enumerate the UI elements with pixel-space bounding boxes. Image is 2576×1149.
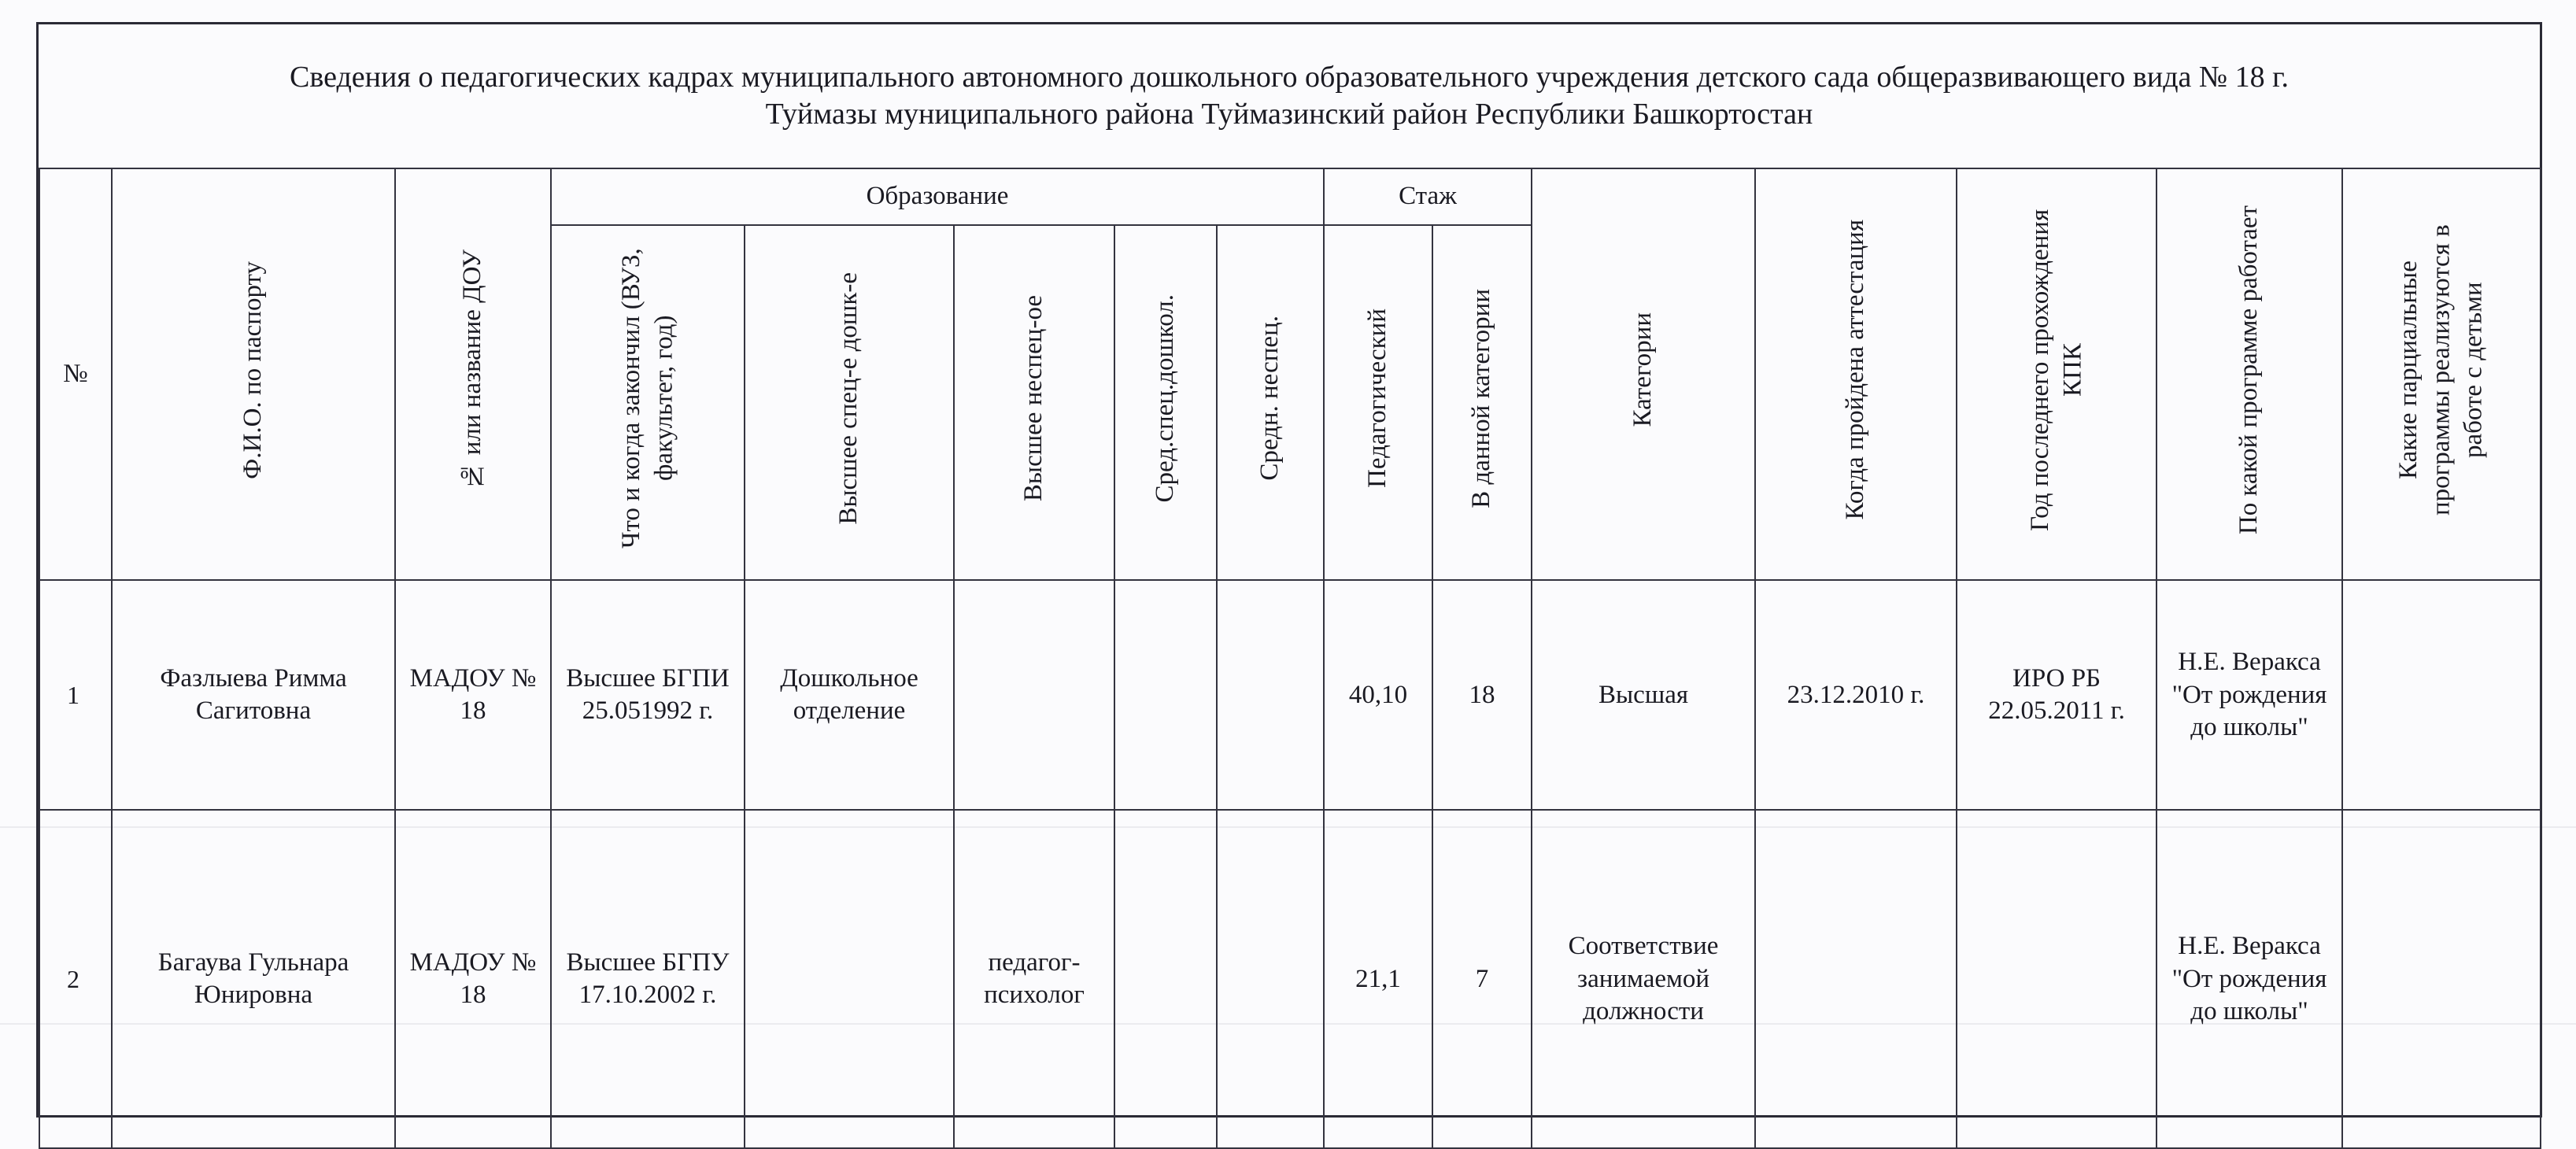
header-stazh-group: Стаж xyxy=(1324,168,1532,225)
header-in-category: В данной категории xyxy=(1432,225,1532,580)
header-education-group: Образование xyxy=(551,168,1324,225)
cell-fio: Багаува Гульнара Юнировна xyxy=(112,810,395,1148)
title-line-1: Сведения о педагогических кадрах муниципального автономного дошкольного образовательного учреждения детского сада общеразвивающего вида № 18 г. xyxy=(290,60,2289,94)
staff-table xyxy=(39,168,2541,1149)
header-category: Категории xyxy=(1532,168,1755,580)
header-attestation: Когда пройдена аттестация xyxy=(1755,168,1957,580)
header-dou: № или название ДОУ xyxy=(395,168,551,580)
header-edu-where: Что и когда закончил (ВУЗ, факультет, год) xyxy=(551,225,745,580)
cell-mid-spec xyxy=(1114,810,1217,1148)
cell-fio: Фазлыева Римма Сагитовна xyxy=(112,580,395,810)
cell-category: Высшая xyxy=(1532,580,1755,810)
cell-higher-nonspec xyxy=(954,580,1114,810)
cell-dou: МАДОУ № 18 xyxy=(395,580,551,810)
document-title xyxy=(39,24,2540,168)
header-program: По какой программе работает xyxy=(2157,168,2342,580)
table-row xyxy=(39,810,2541,1148)
cell-kpk xyxy=(1957,810,2157,1148)
cell-higher-nonspec: педагог-психолог xyxy=(954,810,1114,1148)
cell-category: Соответствие занимаемой должности xyxy=(1532,810,1755,1148)
cell-partial-programs xyxy=(2342,810,2541,1148)
cell-program: Н.Е. Веракса "От рождения до школы" xyxy=(2157,810,2342,1148)
cell-mid-nonspec xyxy=(1217,810,1324,1148)
cell-edu-where: Высшее БГПУ 17.10.2002 г. xyxy=(551,810,745,1148)
header-kpk: Год последнего прохождения КПК xyxy=(1957,168,2157,580)
header-higher-nonspec: Высшее неспец-ое xyxy=(954,225,1114,580)
cell-partial-programs xyxy=(2342,580,2541,810)
cell-ped-stazh: 21,1 xyxy=(1324,810,1432,1148)
cell-attestation xyxy=(1755,810,1957,1148)
cell-edu-where: Высшее БГПИ 25.051992 г. xyxy=(551,580,745,810)
table-row xyxy=(39,580,2541,810)
header-mid-spec: Сред.спец.дошкол. xyxy=(1114,225,1217,580)
cell-mid-nonspec xyxy=(1217,580,1324,810)
cell-mid-spec xyxy=(1114,580,1217,810)
header-fio: Ф.И.О. по паспорту xyxy=(112,168,395,580)
cell-num: 1 xyxy=(39,580,112,810)
cell-in-category: 7 xyxy=(1432,810,1532,1148)
header-num: № xyxy=(39,168,112,580)
title-line-2: Туймазы муниципального района Туймазинский район Республики Башкортостан xyxy=(765,98,1813,131)
header-ped-stazh: Педагогический xyxy=(1324,225,1432,580)
cell-dou: МАДОУ № 18 xyxy=(395,810,551,1148)
staff-table-sheet xyxy=(36,22,2542,1118)
cell-ped-stazh: 40,10 xyxy=(1324,580,1432,810)
cell-attestation: 23.12.2010 г. xyxy=(1755,580,1957,810)
cell-higher-spec xyxy=(745,810,954,1148)
cell-kpk: ИРО РБ 22.05.2011 г. xyxy=(1957,580,2157,810)
header-mid-nonspec: Средн. неспец. xyxy=(1217,225,1324,580)
cell-higher-spec: Дошкольное отделение xyxy=(745,580,954,810)
cell-in-category: 18 xyxy=(1432,580,1532,810)
header-partial-programs: Какие парциальные программы реализуются в работе с детьми xyxy=(2342,168,2541,580)
cell-program: Н.Е. Веракса "От рождения до школы" xyxy=(2157,580,2342,810)
header-higher-spec: Высшее спец-е дошк-е xyxy=(745,225,954,580)
cell-num: 2 xyxy=(39,810,112,1148)
